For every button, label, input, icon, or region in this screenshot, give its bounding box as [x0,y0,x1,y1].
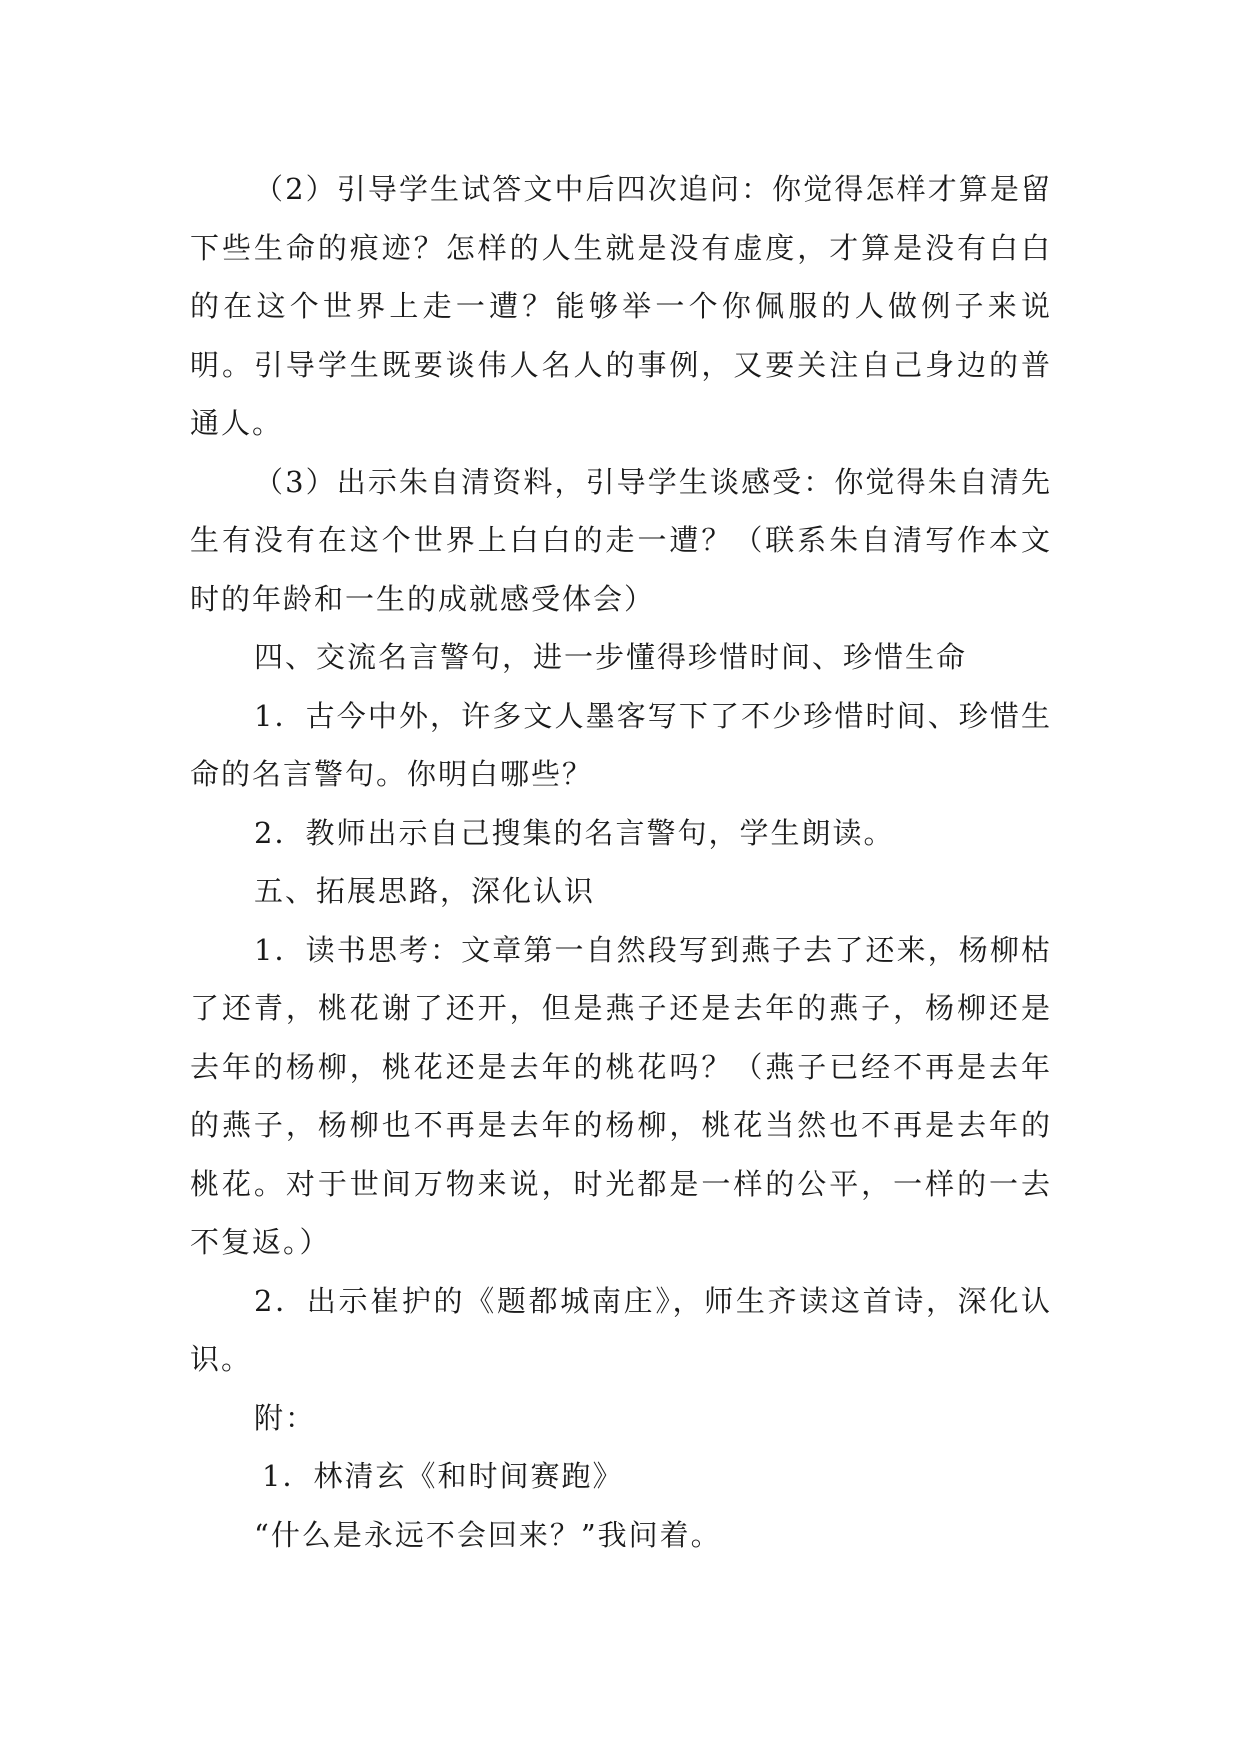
section-heading-four: 四、交流名言警句，进一步懂得珍惜时间、珍惜生命 [254,640,968,674]
appendix-quote-line: “什么是永远不会回来？”我问着。 [254,1517,722,1552]
paragraph-quotes-question: 1．古今中外，许多文人墨客写下了不少珍惜时间、珍惜生命的名言警句。你明白哪些？ [190,698,1052,791]
paragraph-zhu-ziqing-material: （3）出示朱自清资料，引导学生谈感受：你觉得朱自清先生有没有在这个世界上白白的走一遭？（联系朱自清写作本文时的年龄和一生的成就感受体会） [190,464,1052,616]
paragraph-guide-questions: （2）引导学生试答文中后四次追问：你觉得怎样才算是留下些生命的痕迹？怎样的人生就是没有虚度，才算是没有白白的在这个世界上走一遭？能够举一个你佩服的人做例子来说明。引导学生既要谈伟人名人的事例，又要关注自己身边的普通人。 [190,172,1052,440]
section-heading-five: 五、拓展思路，深化认识 [254,874,596,908]
paragraph-teacher-quotes: 2．教师出示自己搜集的名言警句，学生朗读。 [254,815,895,850]
document-body [190,160,1052,1564]
paragraph-poem-reading: 2．出示崔护的《题都城南庄》，师生齐读这首诗，深化认识。 [190,1283,1052,1376]
appendix-item-title: 1．林清玄《和时间赛跑》 [262,1459,624,1493]
paragraph-reading-thinking: 1．读书思考：文章第一自然段写到燕子去了还来，杨柳枯了还青，桃花谢了还开，但是燕子还是去年的燕子，杨柳还是去年的杨柳，桃花还是去年的桃花吗？（燕子已经不再是去年的燕子，杨柳也不再是去年的杨柳，桃花当然也不再是去年的桃花。对于世间万物来说，时光都是一样的公平，一样的一去不复返。） [190,932,1052,1259]
appendix-label: 附： [254,1400,317,1435]
